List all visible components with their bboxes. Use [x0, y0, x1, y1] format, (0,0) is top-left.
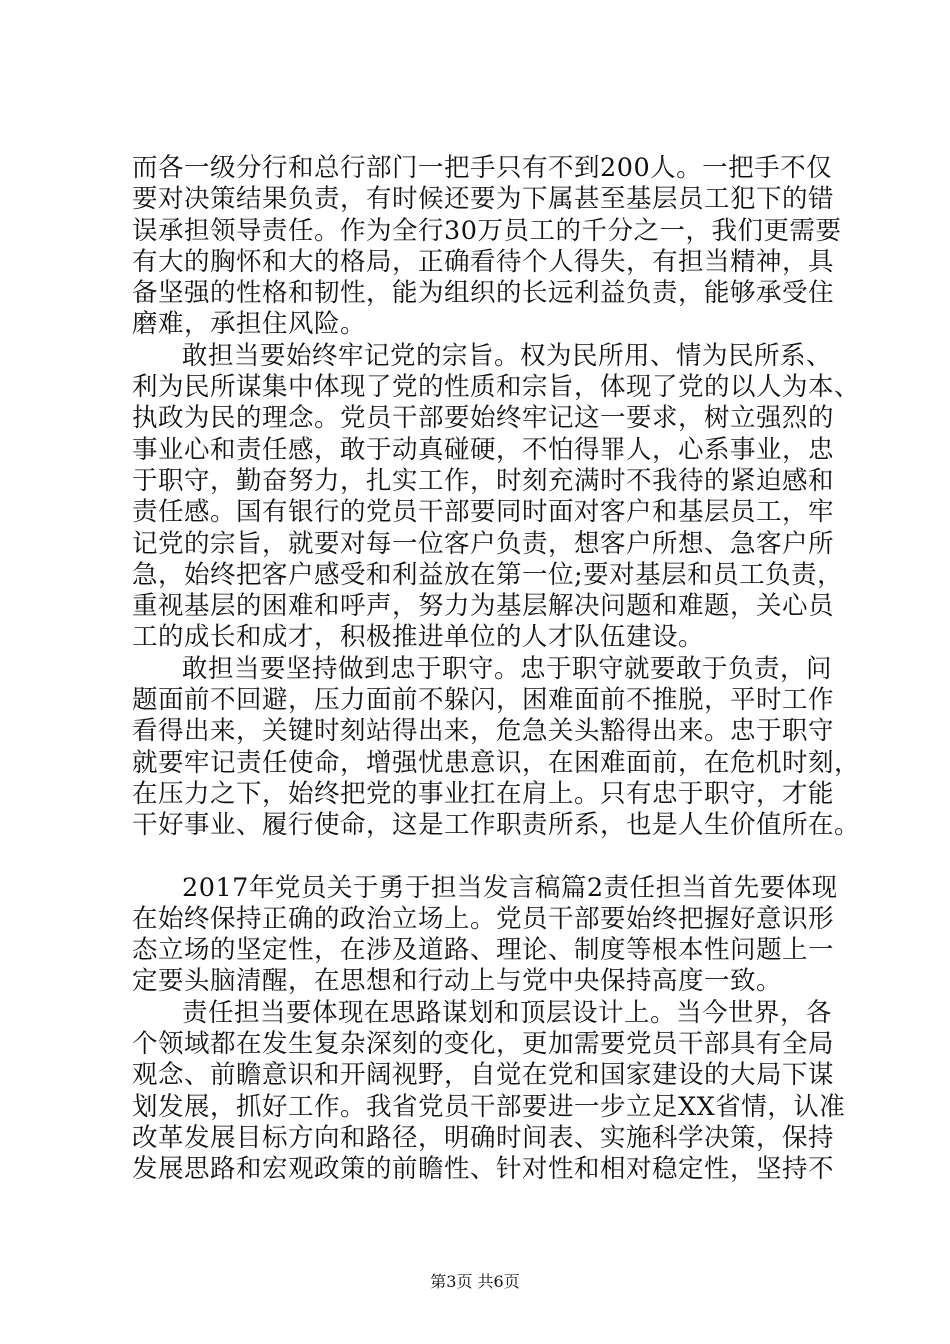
- paragraph-p1: [132, 153, 852, 341]
- text-line: 磨难，承担住风险。: [132, 309, 367, 340]
- text-line: 观念、前瞻意识和开阔视野，自觉在党和国家建设的大局下谋: [132, 1060, 835, 1091]
- text-line: 敢担当要坚持做到忠于职守。忠于职守就要敢于负责，问: [182, 653, 833, 684]
- text-line: 定要头脑清醒，在思想和行动上与党中央保持高度一致。: [132, 966, 783, 997]
- text-line: 改革发展目标方向和路径，明确时间表、实施科学决策，保持: [132, 1122, 835, 1153]
- text-line: 重视基层的困难和呼声，努力为基层解决问题和难题，关心员: [132, 591, 835, 622]
- text-line: 发展思路和宏观政策的前瞻性、针对性和相对稳定性，坚持不: [132, 1154, 835, 1185]
- paragraph-p4: [132, 873, 852, 998]
- text-line: 责任感。国有银行的党员干部要同时面对客户和基层员工，牢: [132, 497, 835, 528]
- paragraph-gap: [132, 842, 852, 873]
- text-line: 事业心和责任感，敢于动真碰硬，不怕得罪人，心系事业，忠: [132, 434, 835, 465]
- text-line: 备坚强的性格和韧性，能为组织的长远利益负责，能够承受住: [132, 278, 835, 309]
- text-line: 划发展，抓好工作。我省党员干部要进一步立足XX省情，认准: [132, 1091, 846, 1122]
- text-line: 干好事业、履行使命，这是工作职责所系，也是人生价值所在。: [132, 810, 861, 841]
- text-line: 工的成长和成才，积极推进单位的人才队伍建设。: [132, 622, 705, 653]
- text-line: 就要牢记责任使命，增强忧患意识，在困难面前，在危机时刻，: [132, 747, 861, 778]
- text-line: 个领域都在发生复杂深刻的变化，更加需要党员干部具有全局: [132, 1029, 835, 1060]
- text-line: 于职守，勤奋努力，扎实工作，时刻充满时不我待的紧迫感和: [132, 465, 835, 496]
- text-line: 责任担当要体现在思路谋划和顶层设计上。当今世界，各: [182, 997, 833, 1028]
- text-line: 敢担当要始终牢记党的宗旨。权为民所用、情为民所系、: [182, 340, 833, 371]
- page-number-footer: 第3页 共6页: [430, 1272, 520, 1291]
- text-line: 有大的胸怀和大的格局，正确看待个人得失，有担当精神，具: [132, 246, 835, 277]
- text-line: 2017年党员关于勇于担当发言稿篇2责任担当首先要体现: [182, 872, 838, 903]
- text-line: 利为民所谋集中体现了党的性质和宗旨，体现了党的以人为本、: [132, 372, 861, 403]
- document-body: [132, 153, 861, 1186]
- paragraph-p3: [132, 653, 861, 842]
- text-line: 误承担领导责任。作为全行30万员工的千分之一，我们更需要: [132, 215, 842, 246]
- text-line: 在压力之下，始终把党的事业扛在肩上。只有忠于职守，才能: [132, 778, 835, 809]
- text-line: 执政为民的理念。党员干部要始终牢记这一要求，树立强烈的: [132, 403, 835, 434]
- paragraph-p5: [132, 998, 852, 1186]
- paragraph-p2: [132, 340, 861, 654]
- text-line: 记党的宗旨，就要对每一位客户负责，想客户所想、急客户所: [132, 528, 835, 559]
- text-line: 态立场的坚定性，在涉及道路、理论、制度等根本性问题上一: [132, 935, 835, 966]
- text-line: 看得出来，关键时刻站得出来，危急关头豁得出来。忠于职守: [132, 716, 835, 747]
- text-line: 在始终保持正确的政治立场上。党员干部要始终把握好意识形: [132, 903, 835, 934]
- text-line: 题面前不回避，压力面前不躲闪，困难面前不推脱，平时工作: [132, 685, 835, 716]
- text-line: 急，始终把客户感受和利益放在第一位;要对基层和员工负责，: [132, 559, 844, 590]
- text-line: 要对决策结果负责，有时候还要为下属甚至基层员工犯下的错: [132, 184, 835, 215]
- text-line: 而各一级分行和总行部门一把手只有不到200人。一把手不仅: [132, 153, 833, 183]
